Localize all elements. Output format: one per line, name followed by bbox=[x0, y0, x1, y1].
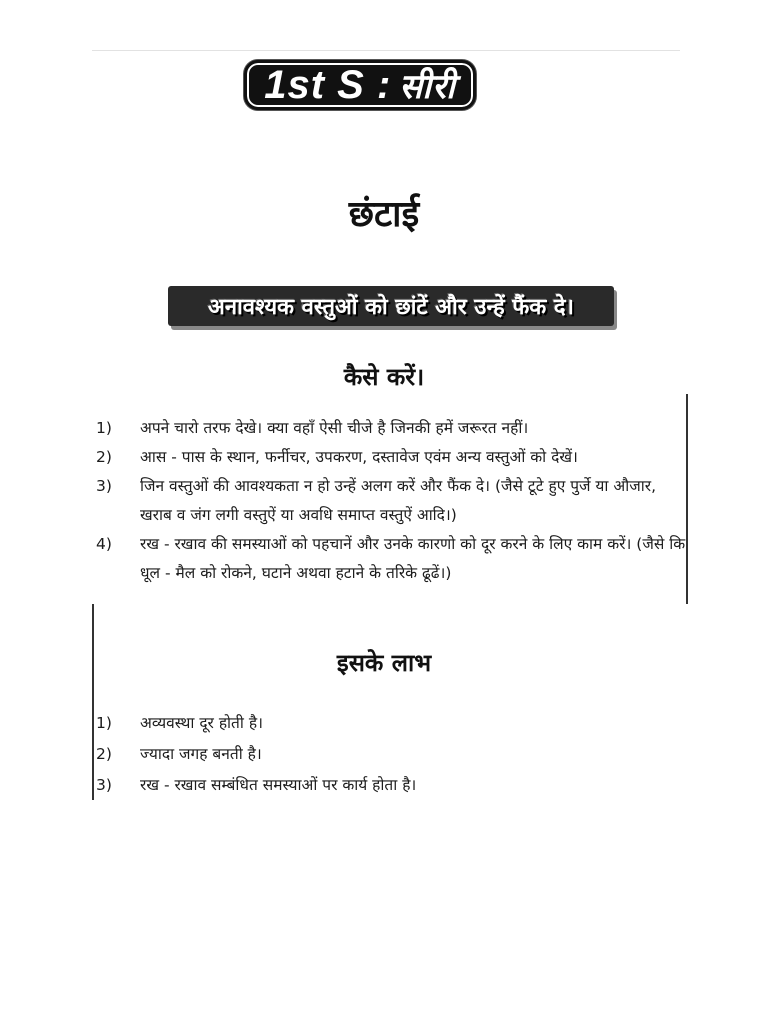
benefits-left-border bbox=[92, 604, 94, 800]
benefit-number: 1) bbox=[96, 714, 112, 732]
list-item bbox=[96, 530, 688, 588]
benefit-text: अव्यवस्था दूर होती है। bbox=[140, 714, 263, 732]
list-item bbox=[96, 708, 596, 739]
benefit-number: 2) bbox=[96, 745, 112, 763]
badge-word: सीरी bbox=[399, 68, 456, 106]
list-item bbox=[96, 739, 596, 770]
step-number: 1) bbox=[96, 419, 112, 437]
list-item bbox=[96, 443, 688, 472]
benefit-text: रख - रखाव सम्बंधित समस्याओं पर कार्य होता है। bbox=[140, 776, 417, 794]
steps-list bbox=[96, 414, 688, 588]
step-number: 4) bbox=[96, 535, 112, 553]
top-divider bbox=[92, 50, 680, 51]
list-item bbox=[96, 414, 688, 443]
benefit-text: ज्यादा जगह बनती है। bbox=[140, 745, 262, 763]
badge-code: 1st S : bbox=[264, 62, 392, 107]
benefits-heading: इसके लाभ bbox=[336, 649, 432, 677]
step-text: जिन वस्तुओं की आवश्यकता न हो उन्हें अलग करें और फैंक दे। (जैसे टूटे हुए पुर्जे या औजार, खराब व जंग लगी वस्तुऐं या अवधि समाप्त वस्तुऐं आदि।) bbox=[140, 477, 656, 524]
step-number: 3) bbox=[96, 477, 112, 495]
benefits-list bbox=[96, 708, 596, 801]
how-heading: कैसे करें। bbox=[343, 363, 425, 391]
step-text: आस - पास के स्थान, फर्नीचर, उपकरण, दस्तावेज एवंम अन्य वस्तुओं को देखें। bbox=[140, 448, 578, 466]
list-item bbox=[96, 472, 688, 530]
benefit-number: 3) bbox=[96, 776, 112, 794]
page-title: छंटाई bbox=[348, 194, 420, 235]
step-text: रख - रखाव की समस्याओं को पहचानें और उनके कारणो को दूर करने के लिए काम करें। (जैसे कि धूल - मैल को रोकने, घटाने अथवा हटाने के तरिके ढूढें।) bbox=[140, 535, 686, 582]
series-badge bbox=[244, 60, 476, 110]
list-item bbox=[96, 770, 596, 801]
step-text: अपने चारो तरफ देखे। क्या वहाँ ऐसी चीजे है जिनकी हमें जरूरत नहीं। bbox=[140, 419, 529, 437]
tagline-text: अनावश्यक वस्तुओं को छांटें और उन्हें फैंक दे। bbox=[208, 295, 574, 320]
step-number: 2) bbox=[96, 448, 112, 466]
tagline-banner bbox=[168, 286, 614, 326]
